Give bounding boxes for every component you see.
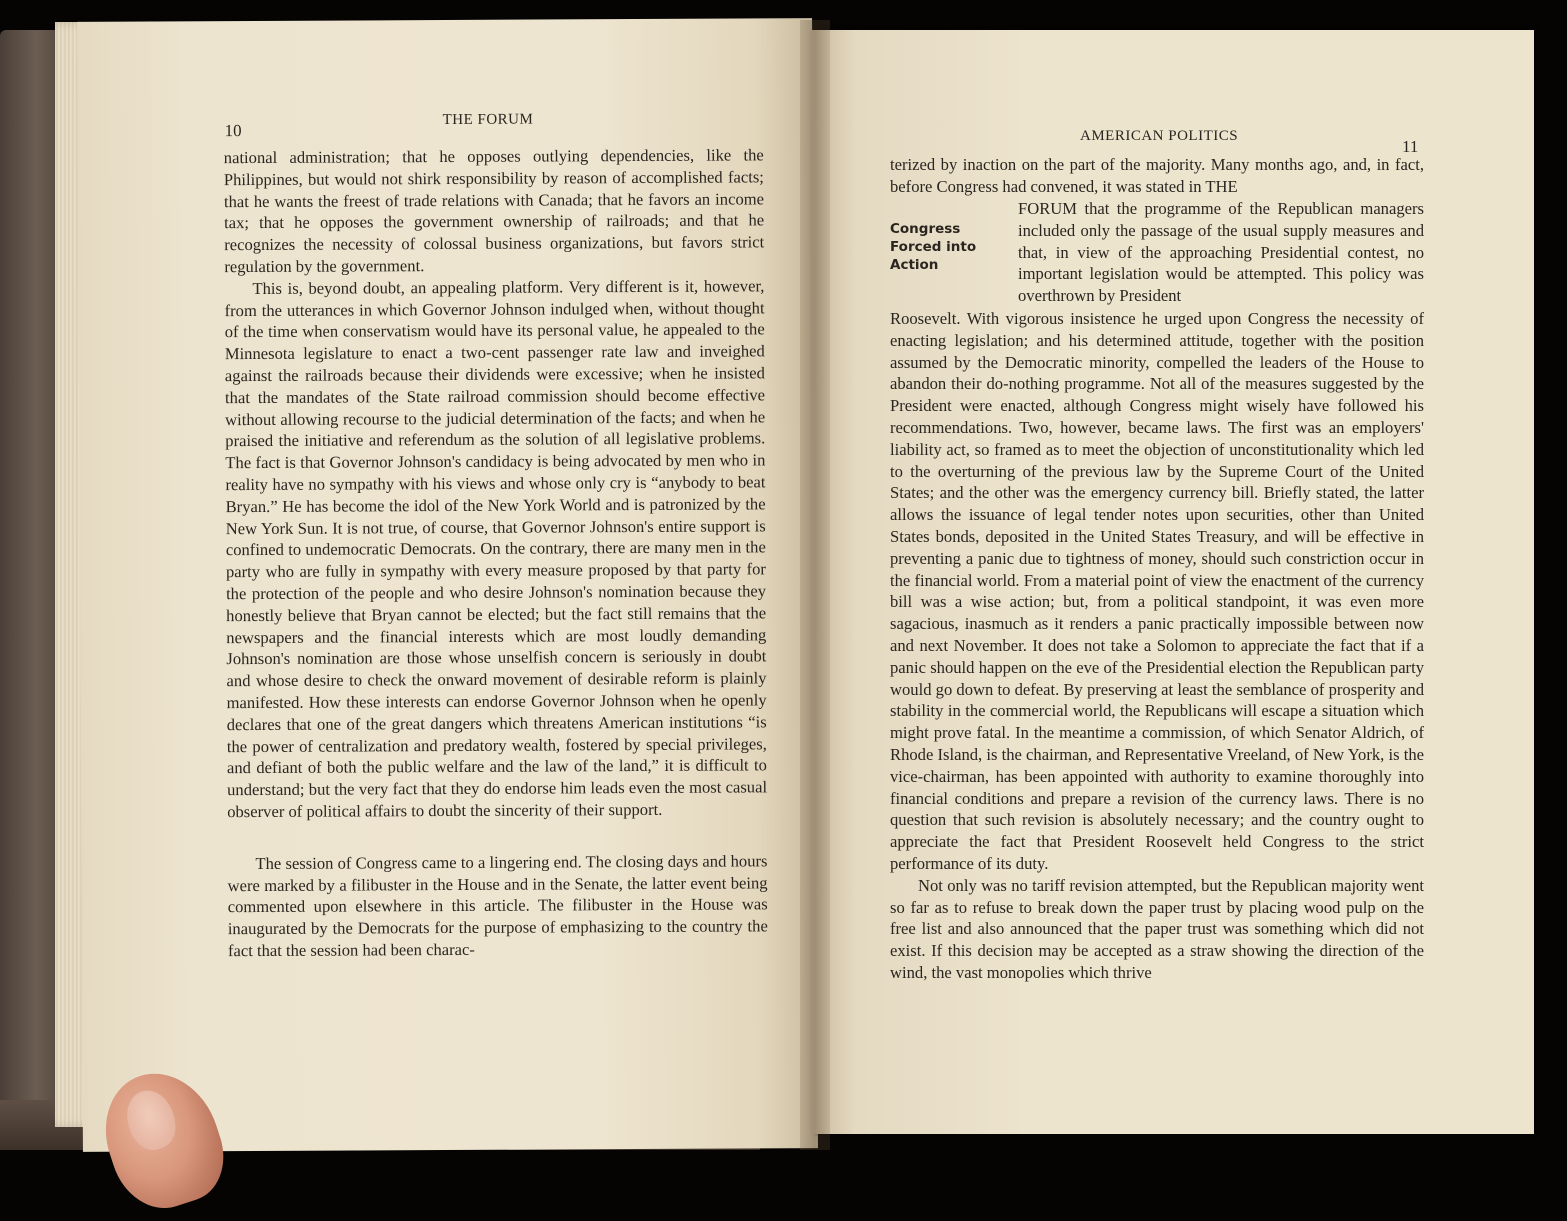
right-page-top-lines: [890, 154, 1424, 198]
left-running-head: THE FORUM: [442, 111, 534, 129]
right-running-head: AMERICAN POLITICS: [1080, 128, 1239, 144]
right-page: [812, 30, 1534, 1134]
right-page-body: [890, 308, 1424, 984]
margin-note-line-3: Action: [890, 257, 939, 273]
margin-note: [890, 220, 976, 274]
right-paragraph-main: Roosevelt. With vigorous insistence he urged upon Congress the necessity of enacting legislation; and his determined attitude, together with the position assumed by the Democratic minority, compelled the leaders of the House to abandon their do-nothing programme. Not all of the measures suggested by the President were enacted, although Congress might wisely have followed his recommendations. Two, however, became laws. The first was an employers' liability act, so framed as to meet the objection of unconstitutionality which led to the overturning of the previous law by the Supreme Court of the United States; and the other was the emergency currency bill. Briefly stated, the latter allows the issuance of legal tender notes upon securities, other than United States bonds, deposited in the United States Treasury, and will be effective in preventing a panic due to tightness of money, should such constriction occur in the financial world. From a material point of view the enactment of the currency bill was a wise action; but, from a political standpoint, it was even more sagacious, inasmuch as it renders a panic practically impossible between now and next November. It does not take a Solomon to appreciate the fact that if a panic should happen on the eve of the Presidential election the Republican party would go down to defeat. By preserving at least the semblance of prosperity and stability in the commercial world, the Republicans will escape a situation which might prove fatal. In the meantime a commission, of which Senator Aldrich, of Rhode Island, is the chairman, and Representative Vreeland, of New York, is the vice-chairman, has been appointed with authority to examine thoroughly into financial conditions and prepare a revision of the currency laws. There is no question that such revision is absolutely necessary; and the country ought to appreciate the fact that President Roosevelt held Congress to the strict performance of its duty.: [890, 309, 1424, 873]
left-page-body: [224, 144, 768, 962]
right-paragraph-last: Not only was no tariff revision attempted, but the Republican majority went so far as to refuse to break down the paper trust by placing wood pulp on the free list and also announced that the paper trust was something which did not exist. If this decision may be accepted as a straw showing the direction of the wind, the vast monopolies which thrive: [890, 875, 1424, 982]
left-page: [77, 18, 818, 1152]
right-paragraph-inset: FORUM that the programme of the Republican managers included only the passage of the usual supply measures and that, in view of the approaching Presidential contest, no important legislation would be attempted. This policy was overthrown by President: [1018, 199, 1424, 306]
right-page-inset-lines: [1018, 198, 1424, 307]
left-paragraph-2: This is, beyond doubt, an appealing platform. Very different is it, however, from the utterances in which Governor Johnson indulged when, without thought of the time when conservatism would have its personal value, he appealed to the Minnesota legislature to enact a two-cent passenger rate law and inveighed against the railroads because their dividends were excessive; when he insisted that the mandates of the State railroad commission should become effective without allowing recourse to the judicial determination of the facts; and when he praised the initiative and referendum as the solution of all legislative problems. The fact is that Governor Johnson's candidacy is being advocated by men who in reality have no sympathy with his views and whose only cry is “anybody to beat Bryan.” He has become the idol of the New York World and is patronized by the New York Sun. It is not true, of course, that Governor Johnson's entire support is confined to undemocratic Democrats. On the contrary, there are many men in the party who are fully in sympathy with every measure proposed by that party for the protection of the people and who desire Johnson's nomination because they honestly believe that Bryan cannot be elected; but the fact still remains that the newspapers and the financial interests which are most loudly demanding Johnson's nomination are those whose unselfish concern is seriously in doubt and whose desire to check the onward movement of desirable reform is plainly manifested. How these interests can endorse Governor Johnson when he openly declares that one of the great dangers which threatens American institutions “is the power of centralization and predatory wealth, fostered by special privileges, and defiant of both the public welfare and the law of the land,” it is difficult to understand; but the very fact that they do endorse him leads even the most casual observer of political affairs to doubt the sincerity of their support.: [224, 276, 768, 822]
margin-note-line-2: Forced into: [890, 239, 977, 255]
left-paragraph-1: national administration; that he opposes outlying dependencies, like the Philippines, but would not shirk responsibility by reason of accomplished facts; that he wants the freest of trade relations with Canada; that he favors an income tax; that he opposes the government ownership of railroads; and that he recognizes the necessity of colossal business organizations, but favors strict regulation by the government.: [223, 145, 765, 277]
left-paragraph-3: The session of Congress came to a lingering end. The closing days and hours were marked by a filibuster in the House and in the Senate, the latter event being commented upon elsewhere in this article. The filibuster in the House was inaugurated by the Democrats for the purpose of emphasizing to the country the fact that the session had been charac-: [227, 851, 768, 961]
left-page-number: 10: [224, 121, 242, 141]
book-cover-spine: [0, 30, 60, 1145]
margin-note-line-1: Congress: [890, 221, 961, 237]
right-page-number: 11: [1402, 137, 1419, 156]
book-gutter: [800, 20, 830, 1150]
right-paragraph-top: terized by inaction on the part of the majority. Many months ago, and, in fact, before Congress had convened, it was stated in THE: [890, 155, 1424, 196]
